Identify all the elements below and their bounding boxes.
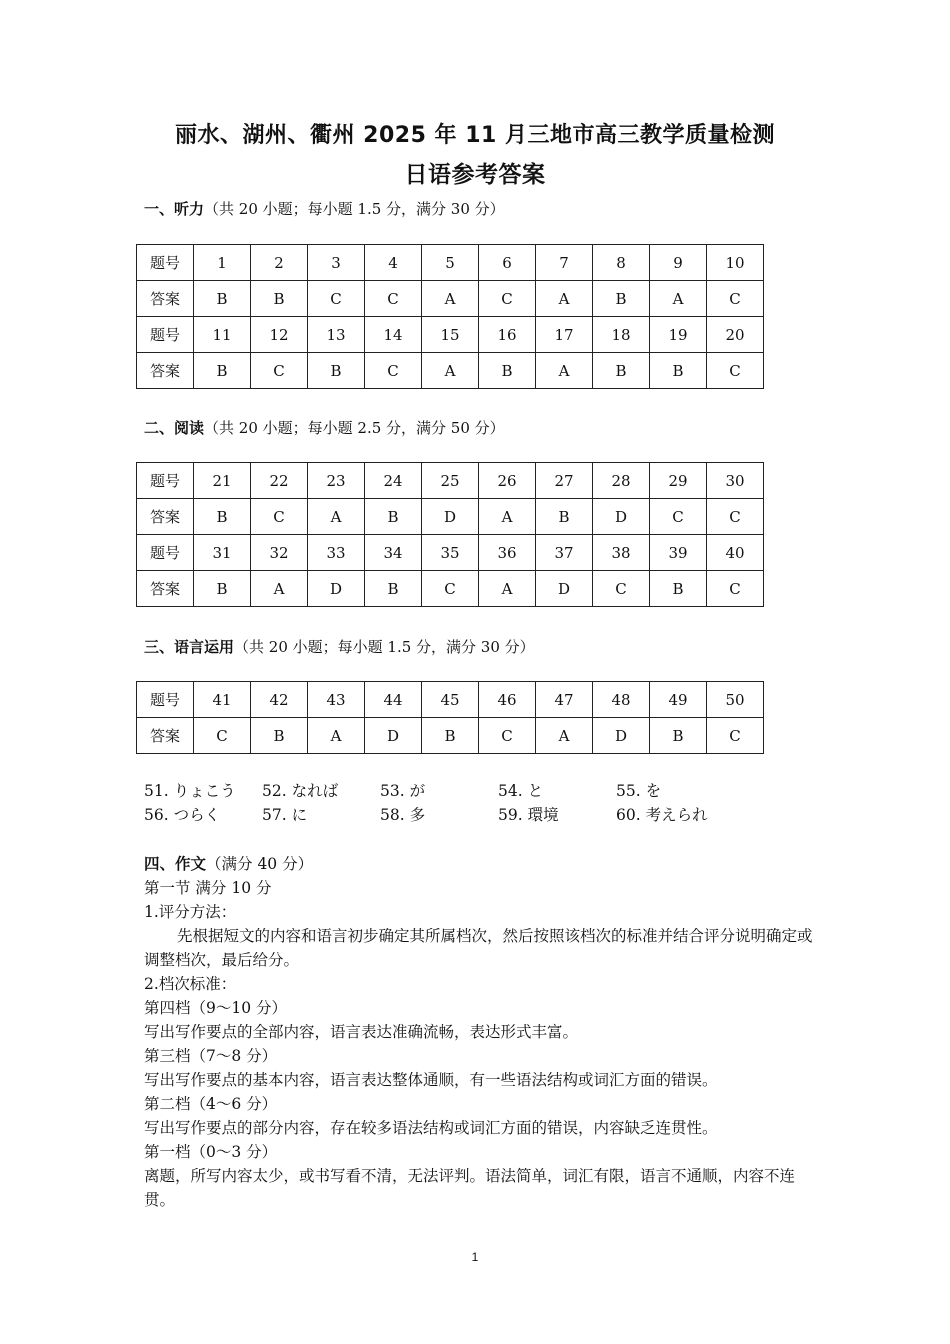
language-heading: 三、语言运用（共 20 小题；每小题 1.5 分，满分 30 分） [144, 638, 535, 656]
grade-level-desc: 写出写作要点的部分内容，存在较多语法结构或词汇方面的错误，内容缺乏连贯性。 [144, 1119, 718, 1137]
question-number-cell: 48 [593, 682, 650, 718]
answer-cell: B [593, 281, 650, 317]
answer-cell: C [707, 718, 764, 754]
row-label-number: 题号 [137, 317, 194, 353]
listening-heading: 一、听力（共 20 小题；每小题 1.5 分，满分 30 分） [144, 200, 505, 218]
answer-cell: B [194, 353, 251, 389]
essay-section [144, 852, 814, 1212]
answer-cell: C [365, 353, 422, 389]
essay-part-one: 第一节 满分 10 分 [144, 879, 272, 897]
answer-cell: B [194, 499, 251, 535]
fill-in-answer: 58. 多 [380, 806, 426, 824]
answer-cell: B [650, 353, 707, 389]
answer-cell: B [650, 571, 707, 607]
question-number-cell: 41 [194, 682, 251, 718]
question-number-cell: 13 [308, 317, 365, 353]
answer-cell: B [536, 499, 593, 535]
answer-cell: C [194, 718, 251, 754]
fill-in-answer: 54. と [498, 782, 544, 800]
answer-cell: C [422, 571, 479, 607]
answer-cell: B [251, 281, 308, 317]
question-number-cell: 19 [650, 317, 707, 353]
row-label-answer: 答案 [137, 499, 194, 535]
answer-cell: B [593, 353, 650, 389]
question-number-cell: 5 [422, 245, 479, 281]
document-subtitle: 日语参考答案 [404, 162, 546, 188]
question-number-cell: 36 [479, 535, 536, 571]
fill-in-answer: 57. に [262, 806, 308, 824]
grade-levels-title: 2.档次标准： [144, 975, 237, 993]
grade-level-name: 第二档（4～6 分） [144, 1095, 278, 1113]
question-number-cell: 26 [479, 463, 536, 499]
question-number-cell: 33 [308, 535, 365, 571]
answer-cell: D [593, 718, 650, 754]
question-number-row [137, 317, 764, 353]
row-label-number: 题号 [137, 535, 194, 571]
answer-cell: C [707, 281, 764, 317]
fill-in-answer: 60. 考えられ [616, 806, 708, 824]
question-number-cell: 37 [536, 535, 593, 571]
answer-cell: B [251, 718, 308, 754]
answer-cell: C [707, 353, 764, 389]
answer-cell: C [479, 281, 536, 317]
question-number-cell: 7 [536, 245, 593, 281]
answer-cell: A [650, 281, 707, 317]
scoring-method-title: 1.评分方法： [144, 903, 237, 921]
question-number-cell: 49 [650, 682, 707, 718]
question-number-cell: 40 [707, 535, 764, 571]
question-number-cell: 14 [365, 317, 422, 353]
language-answer-table [136, 681, 764, 754]
question-number-cell: 22 [251, 463, 308, 499]
answer-cell: C [308, 281, 365, 317]
row-label-answer: 答案 [137, 718, 194, 754]
document-title: 丽水、湖州、衢州 2025 年 11 月三地市高三教学质量检测 [175, 123, 775, 148]
reading-answer-table [136, 462, 764, 607]
row-label-number: 题号 [137, 463, 194, 499]
question-number-cell: 34 [365, 535, 422, 571]
question-number-cell: 1 [194, 245, 251, 281]
question-number-cell: 6 [479, 245, 536, 281]
question-number-cell: 4 [365, 245, 422, 281]
question-number-cell: 46 [479, 682, 536, 718]
answer-cell: A [536, 281, 593, 317]
question-number-cell: 25 [422, 463, 479, 499]
question-number-cell: 50 [707, 682, 764, 718]
question-number-row [137, 463, 764, 499]
answer-cell: C [650, 499, 707, 535]
row-label-answer: 答案 [137, 281, 194, 317]
answer-cell: A [308, 718, 365, 754]
answer-cell: C [251, 499, 308, 535]
answer-cell: C [707, 571, 764, 607]
grade-level-name: 第四档（9～10 分） [144, 999, 288, 1017]
question-number-cell: 42 [251, 682, 308, 718]
question-number-cell: 35 [422, 535, 479, 571]
answer-cell: B [422, 718, 479, 754]
answer-cell: D [422, 499, 479, 535]
fill-in-answer: 59. 環境 [498, 806, 559, 824]
fill-in-row [144, 802, 784, 826]
grade-level-name: 第三档（7～8 分） [144, 1047, 278, 1065]
question-number-cell: 8 [593, 245, 650, 281]
answer-cell: B [194, 281, 251, 317]
answer-cell: D [365, 718, 422, 754]
question-number-cell: 30 [707, 463, 764, 499]
question-number-cell: 43 [308, 682, 365, 718]
answer-cell: C [479, 718, 536, 754]
row-label-answer: 答案 [137, 571, 194, 607]
reading-heading: 二、阅读（共 20 小题；每小题 2.5 分，满分 50 分） [144, 419, 505, 437]
answer-cell: C [707, 499, 764, 535]
answer-row [137, 499, 764, 535]
question-number-cell: 2 [251, 245, 308, 281]
question-number-cell: 27 [536, 463, 593, 499]
answer-row [137, 571, 764, 607]
question-number-cell: 32 [251, 535, 308, 571]
answer-cell: A [422, 281, 479, 317]
fill-in-answers [144, 778, 784, 826]
question-number-cell: 15 [422, 317, 479, 353]
question-number-cell: 29 [650, 463, 707, 499]
answer-cell: B [194, 571, 251, 607]
answer-cell: B [308, 353, 365, 389]
page-number: 1 [471, 1250, 479, 1264]
answer-cell: A [479, 499, 536, 535]
answer-row [137, 281, 764, 317]
question-number-cell: 18 [593, 317, 650, 353]
answer-cell: C [593, 571, 650, 607]
answer-cell: A [479, 571, 536, 607]
question-number-cell: 23 [308, 463, 365, 499]
question-number-cell: 44 [365, 682, 422, 718]
grade-level-name: 第一档（0～3 分） [144, 1143, 278, 1161]
grade-level-desc: 写出写作要点的全部内容，语言表达准确流畅，表达形式丰富。 [144, 1023, 579, 1041]
question-number-row [137, 245, 764, 281]
scoring-method-text: 先根据短文的内容和语言初步确定其所属档次，然后按照该档次的标准并结合评分说明确定或调整档次，最后给分。 [144, 927, 813, 969]
answer-cell: B [479, 353, 536, 389]
answer-cell: A [422, 353, 479, 389]
question-number-cell: 24 [365, 463, 422, 499]
row-label-number: 题号 [137, 245, 194, 281]
answer-cell: D [536, 571, 593, 607]
row-label-number: 题号 [137, 682, 194, 718]
question-number-cell: 20 [707, 317, 764, 353]
question-number-cell: 45 [422, 682, 479, 718]
question-number-cell: 47 [536, 682, 593, 718]
fill-in-answer: 53. が [380, 782, 426, 800]
answer-cell: B [365, 499, 422, 535]
question-number-cell: 3 [308, 245, 365, 281]
row-label-answer: 答案 [137, 353, 194, 389]
grade-level-desc: 离题，所写内容太少，或书写看不清，无法评判。语法简单，词汇有限，语言不通顺，内容不连贯。 [144, 1167, 796, 1209]
fill-in-answer: 55. を [616, 782, 662, 800]
answer-cell: D [593, 499, 650, 535]
answer-row [137, 718, 764, 754]
question-number-cell: 10 [707, 245, 764, 281]
grade-level-desc: 写出写作要点的基本内容，语言表达整体通顺，有一些语法结构或词汇方面的错误。 [144, 1071, 718, 1089]
answer-row [137, 353, 764, 389]
answer-cell: A [251, 571, 308, 607]
question-number-cell: 16 [479, 317, 536, 353]
question-number-cell: 21 [194, 463, 251, 499]
question-number-cell: 9 [650, 245, 707, 281]
answer-cell: A [308, 499, 365, 535]
question-number-cell: 39 [650, 535, 707, 571]
question-number-cell: 28 [593, 463, 650, 499]
fill-in-answer: 56. つらく [144, 806, 221, 824]
listening-answer-table [136, 244, 764, 389]
question-number-cell: 11 [194, 317, 251, 353]
essay-heading: 四、作文（满分 40 分） [144, 855, 314, 873]
question-number-cell: 12 [251, 317, 308, 353]
answer-cell: A [536, 718, 593, 754]
question-number-row [137, 682, 764, 718]
answer-cell: B [650, 718, 707, 754]
answer-cell: C [365, 281, 422, 317]
answer-cell: B [365, 571, 422, 607]
answer-cell: D [308, 571, 365, 607]
fill-in-row [144, 778, 784, 802]
question-number-cell: 31 [194, 535, 251, 571]
answer-cell: C [251, 353, 308, 389]
fill-in-answer: 52. なれば [262, 782, 339, 800]
question-number-cell: 17 [536, 317, 593, 353]
fill-in-answer: 51. りょこう [144, 782, 236, 800]
question-number-cell: 38 [593, 535, 650, 571]
question-number-row [137, 535, 764, 571]
answer-cell: A [536, 353, 593, 389]
